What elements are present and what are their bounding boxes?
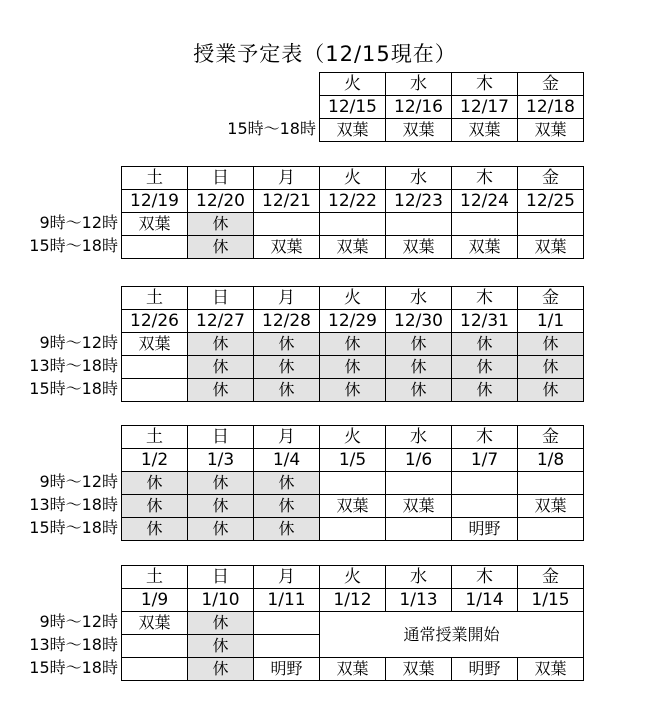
schedule-cell: [122, 635, 188, 658]
date-header-cell: 12/21: [254, 190, 320, 213]
date-header-cell: 12/30: [386, 310, 452, 333]
schedule-row: [122, 236, 584, 259]
date-header-cell: 1/12: [320, 589, 386, 612]
schedule-cell: 双葉: [386, 658, 452, 681]
day-header-cell: 水: [386, 287, 452, 310]
schedule-row: [122, 495, 584, 518]
schedule-cell: [518, 518, 584, 541]
schedule-cell: 休: [320, 356, 386, 379]
day-header-cell: 火: [320, 566, 386, 589]
day-header-cell: 水: [386, 167, 452, 190]
schedule-cell: 休: [188, 333, 254, 356]
date-header-row: [320, 96, 584, 119]
schedule-cell: 休: [518, 356, 584, 379]
merged-note-cell: 通常授業開始: [320, 612, 584, 658]
date-header-cell: 1/15: [518, 589, 584, 612]
week-table-5: [121, 565, 584, 681]
day-header-cell: 日: [188, 566, 254, 589]
date-header-cell: 1/10: [188, 589, 254, 612]
date-header-cell: 12/25: [518, 190, 584, 213]
schedule-cell: 休: [320, 333, 386, 356]
date-header-cell: 12/16: [386, 96, 452, 119]
time-slot-label: 15時〜18時: [29, 658, 118, 677]
day-header-row: [122, 287, 584, 310]
date-header-cell: 1/4: [254, 449, 320, 472]
schedule-cell: 休: [122, 472, 188, 495]
date-header-row: [122, 190, 584, 213]
date-header-cell: 12/17: [452, 96, 518, 119]
schedule-cell: 休: [254, 472, 320, 495]
day-header-cell: 木: [452, 426, 518, 449]
schedule-cell: [518, 213, 584, 236]
schedule-cell: [518, 472, 584, 495]
day-header-cell: 火: [320, 73, 386, 96]
day-header-cell: 金: [518, 73, 584, 96]
schedule-cell: [122, 356, 188, 379]
schedule-cell: [386, 213, 452, 236]
schedule-row: [122, 472, 584, 495]
date-header-cell: 1/7: [452, 449, 518, 472]
time-slot-label: 15時〜18時: [29, 379, 118, 398]
schedule-cell: [122, 236, 188, 259]
schedule-cell: 休: [188, 213, 254, 236]
date-header-row: [122, 589, 584, 612]
schedule-cell: 休: [254, 518, 320, 541]
schedule-cell: 明野: [452, 518, 518, 541]
date-header-cell: 12/31: [452, 310, 518, 333]
day-header-cell: 土: [122, 287, 188, 310]
schedule-cell: 双葉: [122, 213, 188, 236]
schedule-cell: [254, 612, 320, 635]
time-slot-label: 13時〜18時: [29, 495, 118, 514]
schedule-cell: 休: [518, 379, 584, 402]
week-table-2: [121, 166, 584, 259]
schedule-row: [122, 658, 584, 681]
date-header-cell: 1/2: [122, 449, 188, 472]
schedule-cell: 休: [452, 379, 518, 402]
schedule-cell: 双葉: [386, 495, 452, 518]
schedule-row: [122, 333, 584, 356]
day-header-row: [320, 73, 584, 96]
date-header-cell: 12/22: [320, 190, 386, 213]
day-header-cell: 金: [518, 426, 584, 449]
day-header-cell: 火: [320, 167, 386, 190]
schedule-cell: [254, 635, 320, 658]
schedule-cell: 休: [188, 236, 254, 259]
date-header-cell: 1/13: [386, 589, 452, 612]
day-header-cell: 月: [254, 426, 320, 449]
day-header-cell: 土: [122, 566, 188, 589]
date-header-cell: 12/27: [188, 310, 254, 333]
schedule-cell: 双葉: [518, 658, 584, 681]
date-header-cell: 12/15: [320, 96, 386, 119]
schedule-cell: [452, 213, 518, 236]
day-header-cell: 木: [452, 167, 518, 190]
schedule-cell: 休: [188, 472, 254, 495]
schedule-cell: 休: [188, 495, 254, 518]
day-header-cell: 月: [254, 287, 320, 310]
date-header-cell: 12/28: [254, 310, 320, 333]
day-header-cell: 日: [188, 426, 254, 449]
time-slot-label: 15時〜18時: [29, 518, 118, 537]
day-header-cell: 日: [188, 167, 254, 190]
day-header-row: [122, 566, 584, 589]
schedule-cell: [254, 213, 320, 236]
date-header-cell: 12/23: [386, 190, 452, 213]
schedule-cell: 双葉: [320, 236, 386, 259]
day-header-cell: 金: [518, 167, 584, 190]
date-header-cell: 1/8: [518, 449, 584, 472]
time-slot-label: 9時〜12時: [39, 612, 118, 631]
date-header-cell: 1/6: [386, 449, 452, 472]
day-header-cell: 日: [188, 287, 254, 310]
day-header-cell: 火: [320, 287, 386, 310]
schedule-cell: 双葉: [320, 495, 386, 518]
date-header-cell: 12/24: [452, 190, 518, 213]
time-slot-label: 15時〜18時: [227, 119, 316, 138]
schedule-cell: 双葉: [320, 119, 386, 142]
date-header-cell: 1/5: [320, 449, 386, 472]
schedule-cell: 双葉: [452, 236, 518, 259]
day-header-cell: 水: [386, 426, 452, 449]
schedule-cell: 双葉: [518, 495, 584, 518]
date-header-cell: 1/14: [452, 589, 518, 612]
date-header-cell: 1/9: [122, 589, 188, 612]
day-header-cell: 水: [386, 73, 452, 96]
schedule-cell: [320, 213, 386, 236]
day-header-cell: 水: [386, 566, 452, 589]
day-header-cell: 木: [452, 566, 518, 589]
schedule-cell: 双葉: [386, 236, 452, 259]
week-table-4: [121, 425, 584, 541]
date-header-cell: 1/3: [188, 449, 254, 472]
day-header-cell: 木: [452, 73, 518, 96]
day-header-cell: 月: [254, 566, 320, 589]
schedule-cell: 休: [254, 333, 320, 356]
schedule-cell: 休: [188, 635, 254, 658]
schedule-row: [122, 356, 584, 379]
schedule-cell: 双葉: [386, 119, 452, 142]
schedule-cell: 休: [320, 379, 386, 402]
date-header-cell: 1/11: [254, 589, 320, 612]
schedule-row: [122, 612, 584, 635]
schedule-cell: 双葉: [452, 119, 518, 142]
schedule-cell: 休: [452, 333, 518, 356]
date-header-cell: 12/19: [122, 190, 188, 213]
day-header-cell: 金: [518, 287, 584, 310]
week-table-3: [121, 286, 584, 402]
week-table-1: [319, 72, 584, 142]
schedule-cell: 双葉: [518, 119, 584, 142]
schedule-cell: 休: [254, 356, 320, 379]
day-header-cell: 月: [254, 167, 320, 190]
schedule-cell: [320, 518, 386, 541]
day-header-cell: 金: [518, 566, 584, 589]
schedule-cell: 休: [518, 333, 584, 356]
schedule-cell: [122, 658, 188, 681]
date-header-cell: 12/26: [122, 310, 188, 333]
schedule-cell: [320, 472, 386, 495]
time-slot-label: 13時〜18時: [29, 356, 118, 375]
schedule-cell: 双葉: [122, 612, 188, 635]
date-header-row: [122, 310, 584, 333]
schedule-cell: 休: [188, 658, 254, 681]
date-header-row: [122, 449, 584, 472]
schedule-row: [320, 119, 584, 142]
date-header-cell: 1/1: [518, 310, 584, 333]
schedule-cell: 休: [188, 379, 254, 402]
schedule-cell: 双葉: [518, 236, 584, 259]
schedule-cell: 休: [254, 495, 320, 518]
schedule-cell: [386, 518, 452, 541]
schedule-cell: 休: [386, 379, 452, 402]
schedule-cell: [386, 472, 452, 495]
time-slot-label: 9時〜12時: [39, 333, 118, 352]
schedule-cell: 休: [122, 518, 188, 541]
schedule-cell: 休: [254, 379, 320, 402]
day-header-row: [122, 167, 584, 190]
schedule-cell: 明野: [254, 658, 320, 681]
schedule-cell: 休: [122, 495, 188, 518]
schedule-cell: [452, 472, 518, 495]
day-header-cell: 土: [122, 426, 188, 449]
date-header-cell: 12/29: [320, 310, 386, 333]
schedule-cell: [452, 495, 518, 518]
time-slot-label: 15時〜18時: [29, 236, 118, 255]
schedule-cell: 休: [188, 612, 254, 635]
day-header-cell: 火: [320, 426, 386, 449]
schedule-cell: 休: [188, 518, 254, 541]
schedule-cell: 双葉: [320, 658, 386, 681]
date-header-cell: 12/20: [188, 190, 254, 213]
day-header-cell: 木: [452, 287, 518, 310]
day-header-row: [122, 426, 584, 449]
page-title: 授業予定表（12/15現在）: [193, 42, 457, 66]
time-slot-label: 13時〜18時: [29, 635, 118, 654]
schedule-cell: 双葉: [254, 236, 320, 259]
time-slot-label: 9時〜12時: [39, 213, 118, 232]
schedule-cell: 明野: [452, 658, 518, 681]
day-header-cell: 土: [122, 167, 188, 190]
schedule-cell: 双葉: [122, 333, 188, 356]
schedule-row: [122, 379, 584, 402]
schedule-cell: 休: [386, 333, 452, 356]
date-header-cell: 12/18: [518, 96, 584, 119]
schedule-cell: 休: [188, 356, 254, 379]
schedule-cell: 休: [386, 356, 452, 379]
schedule-cell: [122, 379, 188, 402]
schedule-row: [122, 518, 584, 541]
schedule-cell: 休: [452, 356, 518, 379]
time-slot-label: 9時〜12時: [39, 472, 118, 491]
schedule-row: [122, 213, 584, 236]
